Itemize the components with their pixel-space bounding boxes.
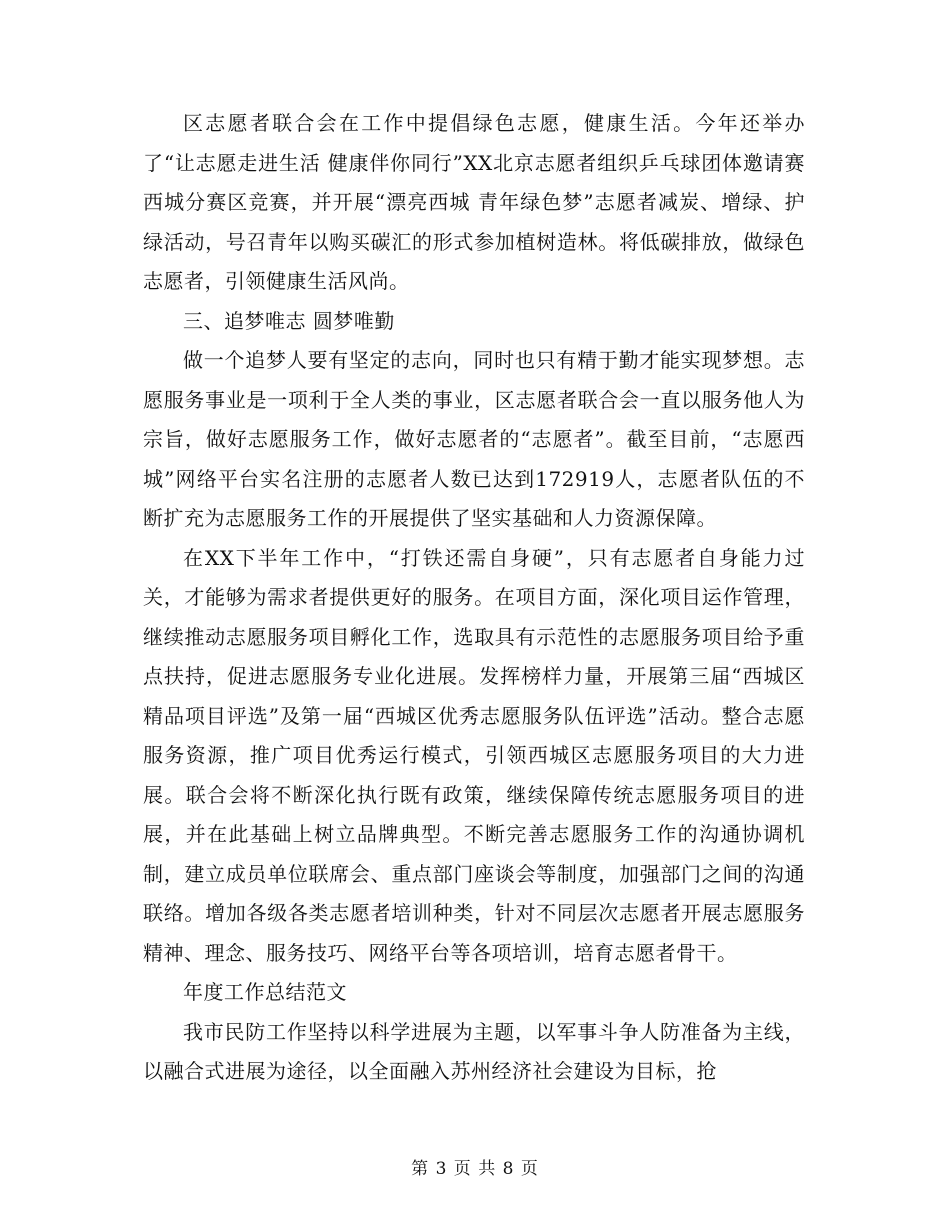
section-heading-pursue-dream: 三、追梦唯志 圆梦唯勤 [183, 308, 395, 333]
paragraph-civil-defense: 我市民防工作坚持以科学进展为主题，以军事斗争人防准备为主线，以融合式进展为途径，以全面融入苏州经济社会建设为目标，抢 [143, 1019, 805, 1083]
page-number-footer: 第 3 页 共 8 页 [411, 1159, 539, 1179]
paragraph-green-volunteering: 区志愿者联合会在工作中提倡绿色志愿，健康生活。今年还举办了“让志愿走进生活 健康伴你同行”XX北京志愿者组织乒乓球团体邀请赛西城分赛区竞赛，并开展“漂亮西城 青年绿色梦”志愿者减炭、增绿、护绿活动，号召青年以购买碳汇的形式参加植树造林。将低碳排放，做绿色志愿者，引领健康生活风尚。 [143, 111, 805, 293]
paragraph-dream-chaser: 做一个追梦人要有坚定的志向，同时也只有精于勤才能实现梦想。志愿服务事业是一项利于全人类的事业，区志愿者联合会一直以服务他人为宗旨，做好志愿服务工作，做好志愿者的“志愿者”。截至目前，“志愿西城”网络平台实名注册的志愿者人数已达到172919人，志愿者队伍的不断扩充为志愿服务工作的开展提供了坚实基础和人力资源保障。 [143, 348, 805, 530]
paragraph-second-half-work: 在XX下半年工作中，“打铁还需自身硬”，只有志愿者自身能力过关，才能够为需求者提供更好的服务。在项目方面，深化项目运作管理，继续推动志愿服务项目孵化工作，选取具有示范性的志愿服务项目给予重点扶持，促进志愿服务专业化进展。发挥榜样力量，开展第三届“西城区精品项目评选”及第一届“西城区优秀志愿服务队伍评选”活动。整合志愿服务资源，推广项目优秀运行模式，引领西城区志愿服务项目的大力进展。联合会将不断深化执行既有政策，继续保障传统志愿服务项目的进展，并在此基础上树立品牌典型。不断完善志愿服务工作的沟通协调机制，建立成员单位联席会、重点部门座谈会等制度，加强部门之间的沟通联络。增加各级各类志愿者培训种类，针对不同层次志愿者开展志愿服务精神、理念、服务技巧、网络平台等各项培训，培育志愿者骨干。 [143, 545, 805, 965]
section-heading-annual-summary: 年度工作总结范文 [183, 980, 347, 1004]
document-body [143, 104, 805, 1092]
